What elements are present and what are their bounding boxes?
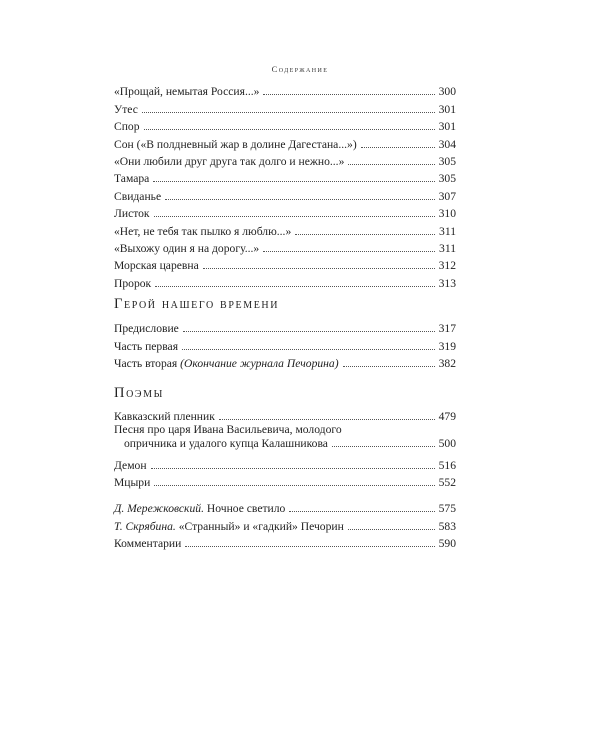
toc-entry[interactable]: Пророк 313 [114, 276, 456, 290]
section-title-poems: Поэмы [114, 385, 164, 401]
toc-entry[interactable]: Комментарии 590 [114, 537, 456, 551]
toc-group-hero [114, 318, 456, 370]
toc-entry[interactable]: Часть вторая (Окончание журнала Печорина) 382 [114, 357, 456, 371]
toc-group-appendix [114, 498, 456, 550]
toc-entry[interactable]: Д. Мережковский. Ночное светило 575 [114, 502, 456, 516]
toc-entry[interactable]: Кавказский пленник 479 [114, 410, 456, 424]
toc-entry[interactable]: Мцыри 552 [114, 476, 456, 490]
toc-entry[interactable]: «Выхожу один я на дорогу...» 311 [114, 241, 456, 255]
toc-group-poems [114, 406, 456, 489]
toc-entry[interactable]: Демон 516 [114, 458, 456, 472]
toc-entry[interactable]: Утес 301 [114, 102, 456, 116]
running-head: Содержание [271, 64, 329, 74]
section-title-hero: Герой нашего времени [114, 296, 280, 312]
toc-entry[interactable]: Предисловие 317 [114, 322, 456, 336]
toc-entry[interactable]: «Нет, не тебя так пылко я люблю...» 311 [114, 224, 456, 238]
toc-entry[interactable]: Свиданье 307 [114, 189, 456, 203]
toc-entry[interactable]: Морская царевна 312 [114, 259, 456, 273]
toc-entry[interactable]: Т. Скрябина. «Странный» и «гадкий» Печорин 583 [114, 519, 456, 533]
toc-entry[interactable]: Часть первая 319 [114, 339, 456, 353]
toc-entry[interactable]: Тамара 305 [114, 172, 456, 186]
toc-entry[interactable]: «Прощай, немытая Россия...» 300 [114, 85, 456, 99]
toc-entry[interactable]: Песня про царя Ивана Васильевича, молодого опричника и удалого купца Калашникова 500 [114, 423, 456, 450]
toc-entry[interactable]: Листок 310 [114, 207, 456, 221]
toc-entry[interactable]: Спор 301 [114, 120, 456, 134]
toc-entry[interactable]: Сон («В полдневный жар в долине Дагестана...») 304 [114, 137, 456, 151]
toc-entry[interactable]: «Они любили друг друга так долго и нежно...» 305 [114, 154, 456, 168]
toc-group-lyrics [114, 81, 456, 290]
